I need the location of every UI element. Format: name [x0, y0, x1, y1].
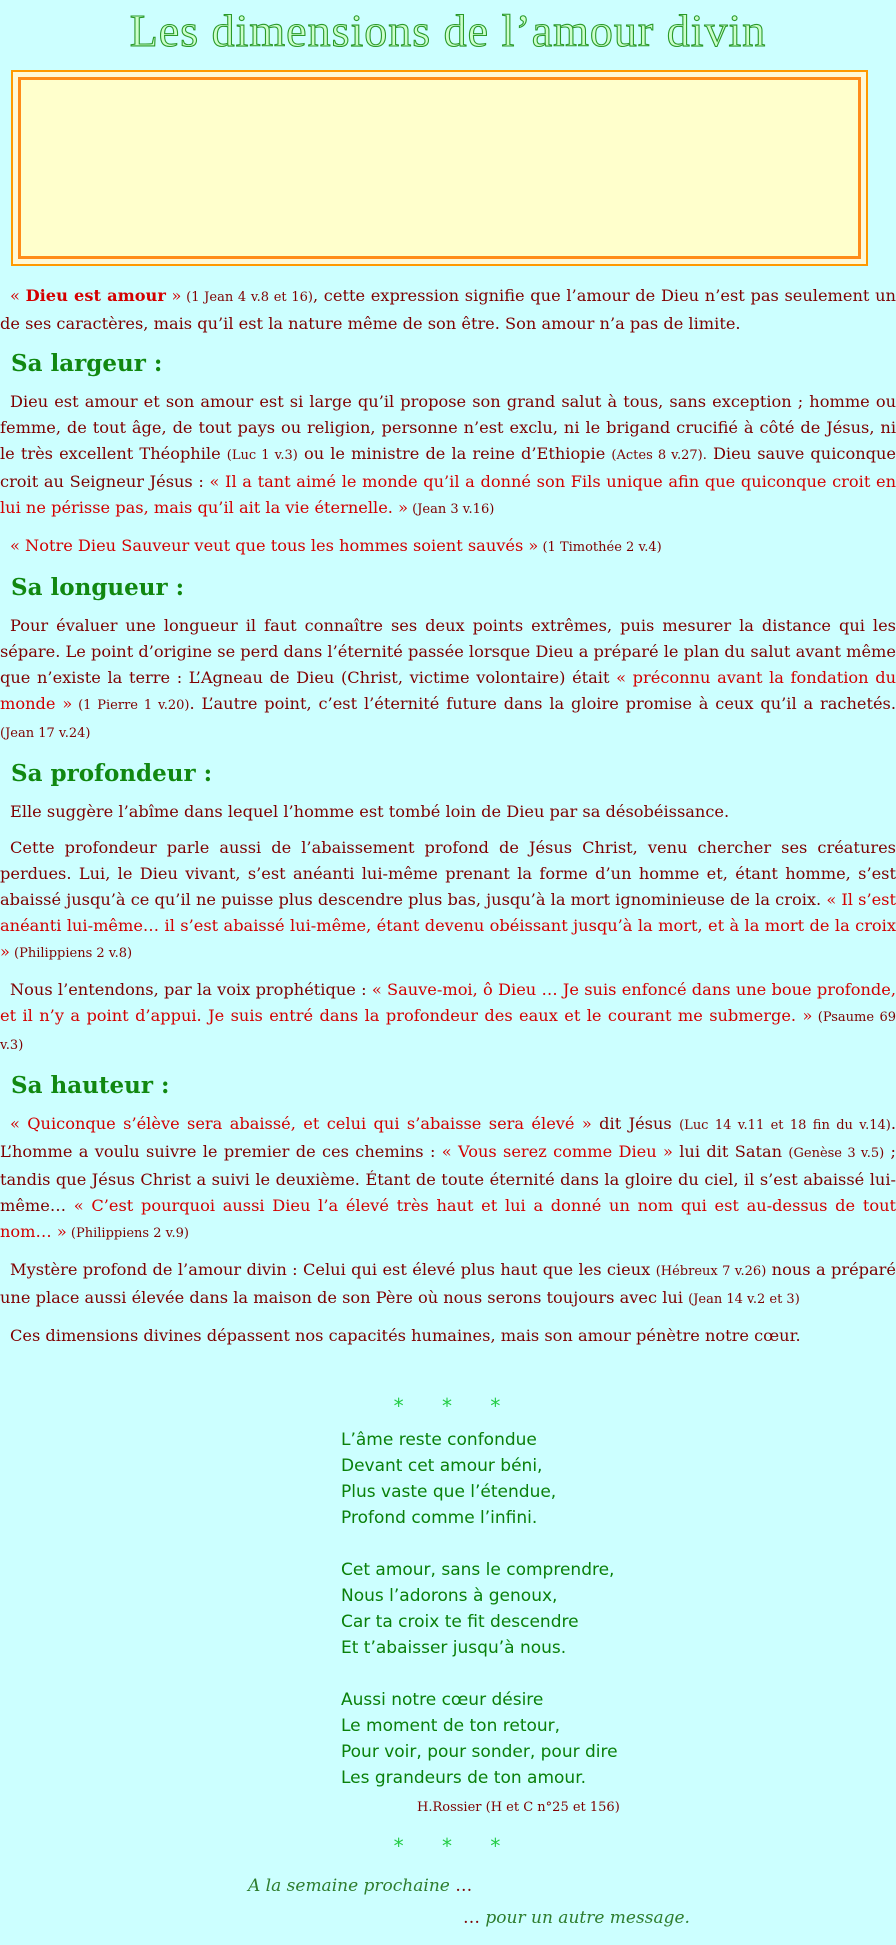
poem-stanza-2 — [341, 1557, 896, 1661]
quote: « Vous serez comme Dieu » — [441, 1142, 673, 1161]
quote: « Il s’est anéanti lui-même… il s’est abaissé lui-même, étant devenu obéissant jusqu’à la mort, et à la mort de la croix » — [0, 890, 896, 961]
stars-divider-top: * * * — [393, 1394, 503, 1418]
stars-divider-bottom: * * * — [393, 1834, 503, 1858]
profondeur-paragraph-2: Cette profondeur parle aussi de l’abaissement profond de Jésus Christ, venu chercher ses créatures perdues. Lui, le Dieu vivant, s’est anéanti lui-même prenant la forme d’un homme et, étant homme, s’est abaissé jusqu’à ce qu’il ne puisse plus descendre plus bas, jusqu’à la mort ignominieuse de la croix. « Il s’est anéanti lui-même… il s’est abaissé lui-même, étant devenu obéissant jusqu’à la mort, et à la mort de la croix » (Philippiens 2 v.8) — [0, 838, 896, 961]
profondeur-paragraph-3: Nous l’entendons, par la voix prophétique : « Sauve-moi, ô Dieu … Je suis enfoncé dans une boue profonde, et il n’y a point d’appui. Je suis entré dans la profondeur des eaux et le courant me submerge. » (Psaume 69 v.3) — [0, 980, 896, 1053]
hauteur-paragraph-1: « Quiconque s’élève sera abaissé, et celui qui s’abaisse sera élevé » dit Jésus (Luc 14 v.11 et 18 fin du v.14). L’homme a voulu suivre le premier de ces chemins : « Vous serez comme Dieu » lui dit Satan (Genèse 3 v.5) ; tandis que Jésus Christ a suivi le deuxième. Étant de toute éternité dans la gloire du ciel, il s’est abaissé lui-même… « C’est pourquoi aussi Dieu l’a élevé très haut et lui a donné un nom qui est au-dessus de tout nom… » (Philippiens 2 v.9) — [0, 1114, 896, 1241]
largeur-paragraph-2: « Notre Dieu Sauveur veut que tous les hommes soient sauvés » (1 Timothée 2 v.4) — [10, 536, 662, 555]
poem-line: Et t’abaisser jusqu’à nous. — [341, 1638, 567, 1658]
longueur-paragraph-1: Pour évaluer une longueur il faut connaître ses deux points extrêmes, puis mesurer la distance qui les sépare. Le point d’origine se perd dans l’éternité passée lorsque Dieu a préparé le plan du salut avant même que n’existe la terre : L’Agneau de Dieu (Christ, victime volontaire) était « préconnu avant la fondation du monde » (1 Pierre 1 v.20). L’autre point, c’est l’éternité future dans la gloire promise à ceux qu’il a rachetés. (Jean 17 v.24) — [0, 616, 896, 741]
intro-ref: (1 Jean 4 v.8 et 16) — [181, 290, 313, 305]
poem-line: Plus vaste que l’étendue, — [341, 1482, 557, 1502]
quote: « Sauve-moi, ô Dieu … Je suis enfoncé dans une boue profonde, et il n’y a point d’appui. Je suis entré dans la profondeur des eaux et le courant me submerge. » — [0, 980, 896, 1025]
intro-lead: Dieu est amour — [25, 286, 166, 305]
heading-hauteur: Sa hauteur : — [11, 1072, 170, 1099]
closing-line-1: A la semaine prochaine … — [248, 1876, 473, 1896]
poem — [341, 1427, 896, 1791]
hauteur-paragraph-3: Ces dimensions divines dépassent nos capacités humaines, mais son amour pénètre notre cœur. — [10, 1326, 801, 1345]
quote: « C’est pourquoi aussi Dieu l’a élevé très haut et lui a donné un nom qui est au-dessus de tout nom… » — [0, 1196, 896, 1241]
quote: « préconnu avant la fondation du monde » — [0, 668, 896, 713]
profondeur-paragraph-1: Elle suggère l’abîme dans lequel l’homme est tombé loin de Dieu par sa désobéissance. — [10, 802, 730, 821]
poem-line: Les grandeurs de ton amour. — [341, 1768, 587, 1788]
closing-line-2: … pour un autre message. — [463, 1908, 690, 1928]
poem-signature: H.Rossier (H et C n°25 et 156) — [417, 1800, 620, 1815]
intro-paragraph: « Dieu est amour » (1 Jean 4 v.8 et 16), cette expression signifie que l’amour de Dieu n’est pas seulement un de ses caractères, mais qu’il est la nature même de son être. Son amour n’a pas de limite. — [0, 286, 896, 333]
poem-line: Aussi notre cœur désire — [341, 1690, 544, 1710]
largeur-paragraph-1: Dieu est amour et son amour est si large qu’il propose son grand salut à tous, sans exception ; homme ou femme, de tout âge, de tout pays ou religion, personne n’est exclu, ni le brigand crucifié à côté de Jésus, ni le très excellent Théophile (Luc 1 v.3) ou le ministre de la reine d’Ethiopie (Actes 8 v.27). Dieu sauve quiconque croit au Seigneur Jésus : « Il a tant aimé le monde qu’il a donné son Fils unique afin que quiconque croit en lui ne périsse pas, mais qu’il ait la vie éternelle. » (Jean 3 v.16) — [0, 392, 896, 517]
heading-largeur: Sa largeur : — [11, 350, 163, 377]
poem-line: Nous l’adorons à genoux, — [341, 1586, 558, 1606]
page-title: Les dimensions de l’amour divin — [129, 5, 767, 56]
banner-panel — [18, 77, 861, 259]
poem-line: Cet amour, sans le comprendre, — [341, 1560, 615, 1580]
poem-line: Pour voir, pour sonder, pour dire — [341, 1742, 618, 1762]
poem-line: Le moment de ton retour, — [341, 1716, 561, 1736]
article-body — [0, 283, 896, 1931]
poem-line: Profond comme l’infini. — [341, 1508, 538, 1528]
heading-profondeur: Sa profondeur : — [11, 760, 213, 787]
heading-longueur: Sa longueur : — [11, 574, 185, 601]
hauteur-paragraph-2: Mystère profond de l’amour divin : Celui qui est élevé plus haut que les cieux (Hébreux 7 v.26) nous a préparé une place aussi élevée dans la maison de son Père où nous serons toujours avec lui (Jean 14 v.2 et 3) — [0, 1260, 896, 1307]
poem-line: Devant cet amour béni, — [341, 1456, 543, 1476]
quote: « Quiconque s’élève sera abaissé, et celui qui s’abaisse sera élevé » — [10, 1114, 592, 1133]
poem-line: Car ta croix te fit descendre — [341, 1612, 579, 1632]
quote: « Il a tant aimé le monde qu’il a donné son Fils unique afin que quiconque croit en lui ne périsse pas, mais qu’il ait la vie éternelle. » — [0, 472, 896, 517]
poem-stanza-1 — [341, 1427, 896, 1531]
banner-frame — [11, 70, 868, 266]
poem-stanza-3 — [341, 1687, 896, 1791]
poem-line: L’âme reste confondue — [341, 1430, 537, 1450]
quote: « Notre Dieu Sauveur veut que tous les hommes soient sauvés » — [10, 536, 539, 555]
